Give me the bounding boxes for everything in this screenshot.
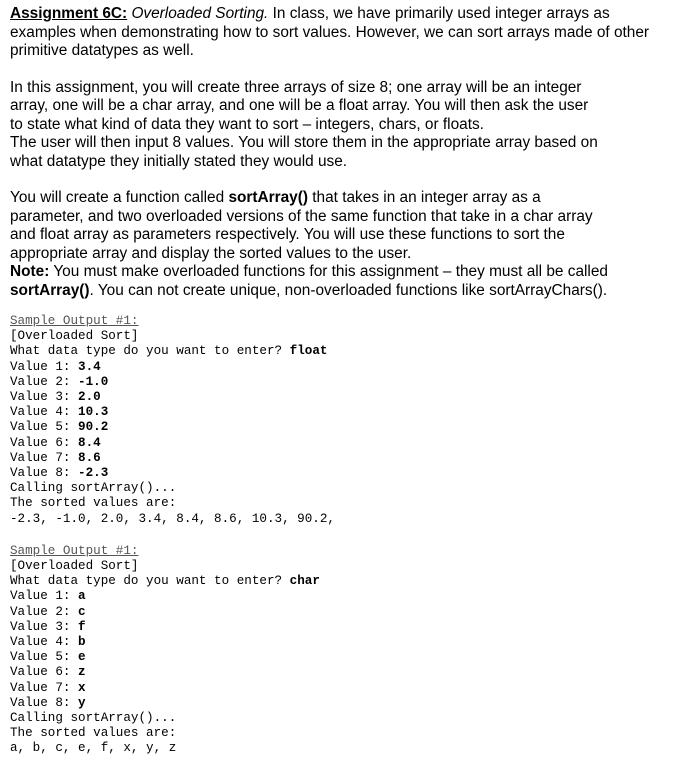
function-name: sortArray() [228, 189, 308, 206]
value-input: 2.0 [78, 390, 101, 405]
text-line: array, one will be a char array, and one will be a float array. You will then ask the user [10, 97, 589, 114]
value-line [10, 650, 672, 665]
value-line [10, 420, 672, 435]
prompt-text: What data type do you want to enter? [10, 344, 290, 359]
value-line [10, 405, 672, 420]
value-line [10, 665, 672, 680]
value-line [10, 466, 672, 481]
sample-header: Sample Output #1: [10, 314, 139, 328]
note-line [10, 263, 672, 282]
assignment-title: Assignment 6C: [10, 5, 128, 22]
value-label: Value 2: [10, 374, 79, 389]
value-input: e [78, 650, 86, 665]
text-span: You will create a function called [10, 189, 229, 206]
assignment-subtitle: Overloaded Sorting. [131, 5, 269, 22]
program-banner: [Overloaded Sort] [10, 559, 139, 574]
text-line: In this assignment, you will create three arrays of size 8; one array will be an integer [10, 78, 582, 96]
sorted-label: The sorted values are: [10, 496, 177, 511]
function-paragraph [10, 189, 672, 300]
note-line-2 [10, 282, 672, 301]
prompt-line [10, 574, 672, 589]
value-line [10, 375, 672, 390]
text-line [10, 189, 672, 208]
value-input: 90.2 [78, 420, 109, 435]
value-input: -2.3 [78, 466, 109, 481]
value-label: Value 3: [10, 390, 79, 405]
sample-output-float [10, 314, 672, 527]
value-line [10, 589, 672, 604]
value-label: Value 6: [10, 665, 79, 680]
note-end: . You can not create unique, non-overloaded functions like sortArrayChars(). [89, 281, 608, 299]
value-label: Value 8: [10, 466, 79, 481]
value-input: z [78, 665, 86, 680]
value-line [10, 390, 672, 405]
note-text: You must make overloaded functions for this assignment – they must all be called [49, 263, 608, 280]
text-line: The user will then input 8 values. You will store them in the appropriate array based on [10, 134, 598, 151]
value-label: Value 7: [10, 450, 79, 465]
intro-text: In class, we have primarily used integer arrays as examples when demonstrating how to sort values. However, we can sort arrays made of other primitive datatypes as well. [10, 5, 650, 59]
text-line: what datatype they initially stated they would use. [10, 152, 348, 170]
prompt-line [10, 344, 672, 359]
note-label: Note: [10, 263, 50, 280]
value-label: Value 1: [10, 359, 79, 374]
value-input: y [78, 695, 86, 710]
value-list [10, 589, 672, 711]
value-label: Value 1: [10, 589, 79, 604]
value-list [10, 360, 672, 482]
value-line [10, 635, 672, 650]
value-label: Value 7: [10, 680, 79, 695]
calling-line: Calling sortArray()... [10, 711, 177, 726]
value-input: 8.6 [78, 450, 101, 465]
value-line [10, 620, 672, 635]
value-line [10, 681, 672, 696]
value-line [10, 451, 672, 466]
calling-line: Calling sortArray()... [10, 481, 177, 496]
value-input: c [78, 604, 86, 619]
text-line: appropriate array and display the sorted values to the user. [10, 244, 412, 262]
value-input: -1.0 [78, 374, 109, 389]
value-input: f [78, 619, 86, 634]
value-label: Value 5: [10, 420, 79, 435]
instructions-paragraph [10, 79, 672, 172]
value-line [10, 360, 672, 375]
value-label: Value 6: [10, 435, 79, 450]
value-label: Value 5: [10, 650, 79, 665]
value-input: 8.4 [78, 435, 101, 450]
value-input: x [78, 680, 86, 695]
text-line: to state what kind of data they want to sort – integers, chars, or floats. [10, 115, 484, 133]
value-label: Value 8: [10, 695, 79, 710]
sorted-values: a, b, c, e, f, x, y, z [10, 741, 177, 756]
value-label: Value 4: [10, 405, 79, 420]
value-label: Value 4: [10, 635, 79, 650]
value-line [10, 696, 672, 711]
value-label: Value 2: [10, 604, 79, 619]
function-name: sortArray() [10, 281, 90, 299]
value-line [10, 436, 672, 451]
sample-header: Sample Output #1: [10, 543, 139, 558]
sorted-values: -2.3, -1.0, 2.0, 3.4, 8.4, 8.6, 10.3, 90.2, [10, 511, 335, 526]
value-input: 3.4 [78, 359, 101, 374]
prompt-answer: char [289, 574, 320, 589]
value-input: 10.3 [78, 405, 109, 420]
sample-output-char [10, 544, 672, 757]
value-line [10, 605, 672, 620]
value-input: a [78, 589, 86, 604]
text-span: that takes in an integer array as a [308, 189, 541, 206]
value-input: b [78, 635, 86, 650]
value-label: Value 3: [10, 619, 79, 634]
text-line: parameter, and two overloaded versions of the same function that take in a char array [10, 207, 593, 225]
intro-paragraph [10, 5, 672, 61]
program-banner: [Overloaded Sort] [10, 329, 139, 344]
prompt-answer: float [289, 344, 328, 359]
sorted-label: The sorted values are: [10, 726, 177, 741]
text-line: and float array as parameters respectively. You will use these functions to sort the [10, 226, 565, 243]
prompt-text: What data type do you want to enter? [10, 574, 290, 589]
